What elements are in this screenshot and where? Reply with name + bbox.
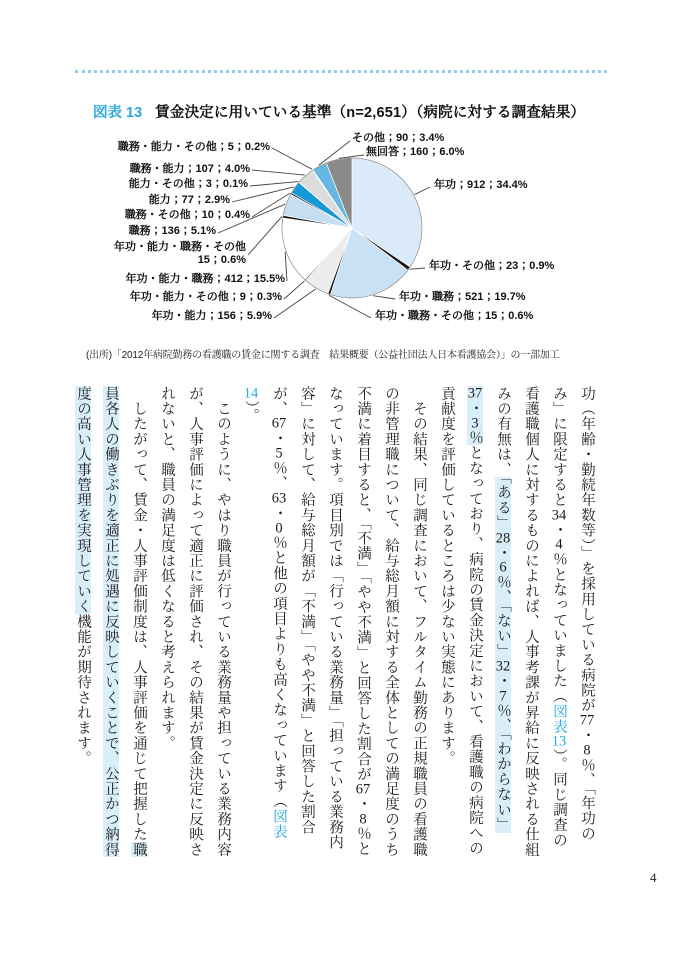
text-column xyxy=(75,386,90,891)
figure-reference-link[interactable]: 14 xyxy=(243,386,259,401)
highlighted-text: 37・3％ xyxy=(467,386,483,446)
body-text: 看護職個人に対するものによれば、人事考課が昇給に反映される仕組 xyxy=(523,386,539,858)
text-column xyxy=(495,386,510,891)
text-column xyxy=(523,386,538,891)
pie-label-noryoku: 能力；77；2.9% xyxy=(148,194,230,206)
leader-line xyxy=(373,296,395,299)
pie-label-nenko-noryoku-sonota: 年功・能力・その他；9；0.3% xyxy=(129,291,282,303)
body-text: 容」に対して、給与総月額が「不満」「やや不満」と回答した割合 xyxy=(299,386,315,835)
pie-slices xyxy=(282,158,422,298)
pie-label-nenko-shokumu: 年功・職務；521；19.7% xyxy=(399,291,526,303)
text-column xyxy=(131,386,146,891)
body-text: 不満に着目すると、「不満」「やや不満」と回答した割合が67・8％と xyxy=(355,386,371,857)
text-column xyxy=(551,386,566,891)
leader-line xyxy=(415,187,430,195)
body-text: 貢献度を評価しているところは少ない実態にあります。 xyxy=(439,386,455,766)
text-column xyxy=(187,386,202,891)
pie-label-nenko-sonota: 年功・その他；23；0.9% xyxy=(429,260,555,272)
body-text: れないと、職員の満足度は低くなると考えられます。 xyxy=(159,386,175,751)
body-text: その結果、同じ調査において、フルタイム勤務の正規職員の看護職 xyxy=(411,386,427,858)
highlighted-text: 「ある」28・6％、「ない」32・7％、「わからない」 xyxy=(495,477,511,833)
leader-line xyxy=(248,216,282,255)
pie-label-nenko-noryoku-shokumu: 年功・能力・職務；412；15.5% xyxy=(125,273,285,285)
pie-label-shokumu: 職務；136；5.1% xyxy=(128,225,216,237)
text-column xyxy=(579,386,594,891)
text-column xyxy=(411,386,426,891)
leader-line xyxy=(285,252,287,281)
text-column xyxy=(159,386,174,891)
pie-label-line2: 15；0.6% xyxy=(197,254,246,266)
text-column xyxy=(215,386,230,891)
figure-reference-link[interactable]: 図表13 xyxy=(551,703,567,749)
pie-label-shokumu-sonota: 職務・その他；10；0.4% xyxy=(124,209,250,221)
body-text: みの有無は、 xyxy=(495,386,511,478)
highlighted-text: 職 xyxy=(131,842,147,858)
body-text: なっています。項目別では「行っている業務量」「担っている業務内 xyxy=(327,386,343,850)
text-column xyxy=(439,386,454,891)
text-column xyxy=(355,386,370,891)
body-text: が、人事評価によって適正に評価され、その結果が賃金決定に反映さ xyxy=(187,386,203,858)
pie-label-mukaito: 無回答；160；6.0% xyxy=(366,146,465,158)
text-column xyxy=(327,386,342,891)
body-text: したがって、賃金・人事評価制度は、人事評価を通じて把握した xyxy=(131,386,147,842)
highlighted-text: 員各人の働きぶりを適正に処遇に反映していくことで、公正かつ納得 xyxy=(103,386,119,858)
body-text: み」に限定すると34・4％となっていました（ xyxy=(551,386,567,704)
text-column xyxy=(383,386,398,891)
body-text: ）。 xyxy=(243,400,259,424)
body-text: 功（年齢・勤続年数等）」を採用している病院が77・8％、「年功の xyxy=(579,386,595,842)
leader-line xyxy=(252,170,305,175)
body-text: ）。同じ調査の xyxy=(551,748,567,848)
leader-line xyxy=(250,182,298,186)
pie-label-sonota: その他；90；3.4% xyxy=(352,132,445,144)
body-text: が、67・5％、63・0％と他の項目よりも高くなっています（ xyxy=(271,386,287,809)
body-text: 機能が期待されます。 xyxy=(75,614,91,766)
pie-label-nenko-shokumu-sonota: 年功・職務・その他；15；0.6% xyxy=(375,310,534,322)
text-column xyxy=(103,386,118,891)
body-text: となっており、病院の賃金決定において、看護職の病院への xyxy=(467,445,483,856)
highlighted-text: 度の高い人事管理を実現していく xyxy=(75,386,91,614)
figure-reference-link[interactable]: 図表 xyxy=(271,808,287,840)
pie-label-noryoku-sonota: 能力・その他；3；0.1% xyxy=(128,178,248,190)
text-column xyxy=(271,386,286,891)
figure-tag: 図表 13 xyxy=(93,105,143,121)
text-column xyxy=(467,386,482,891)
pie-label-nenko-noryoku-shokumu-sonota xyxy=(114,241,246,267)
leader-line xyxy=(410,268,425,269)
leader-line xyxy=(284,281,305,299)
figure-source: (出所)「2012年病院勤務の看護職の賃金に関する調査 結果概要（公益社団法人日本看護協会）」の一部加工 xyxy=(86,350,560,361)
page-number: 4 xyxy=(650,870,657,885)
pie-label-nenko: 年功；912；34.4% xyxy=(434,179,528,191)
dotted-divider xyxy=(75,70,607,73)
text-column xyxy=(243,386,258,891)
pie-label-line1: 年功・能力・職務・その他 xyxy=(114,241,246,253)
text-column xyxy=(299,386,314,891)
pie-label-shokumu-noryoku: 職務・能力；107；4.0% xyxy=(129,163,250,175)
figure-title: 賃金決定に用いている基準（n=2,651）（病院に対する調査結果） xyxy=(155,105,586,121)
pie-label-shokumu-noryoku-sonota: 職務・能力・その他；5；0.2% xyxy=(117,141,270,153)
leader-line xyxy=(272,148,312,169)
article-vertical-text xyxy=(70,386,594,891)
figure-header xyxy=(93,101,585,122)
body-text: このように、やはり職員が行っている業務量や担っている業務内容 xyxy=(215,386,231,858)
pie-label-nenko-noryoku: 年功・能力；156；5.9% xyxy=(151,310,272,322)
body-text: の非管理職について、給与総月額に対する全体としての満足度のうち xyxy=(383,386,399,858)
leader-line xyxy=(329,295,371,318)
